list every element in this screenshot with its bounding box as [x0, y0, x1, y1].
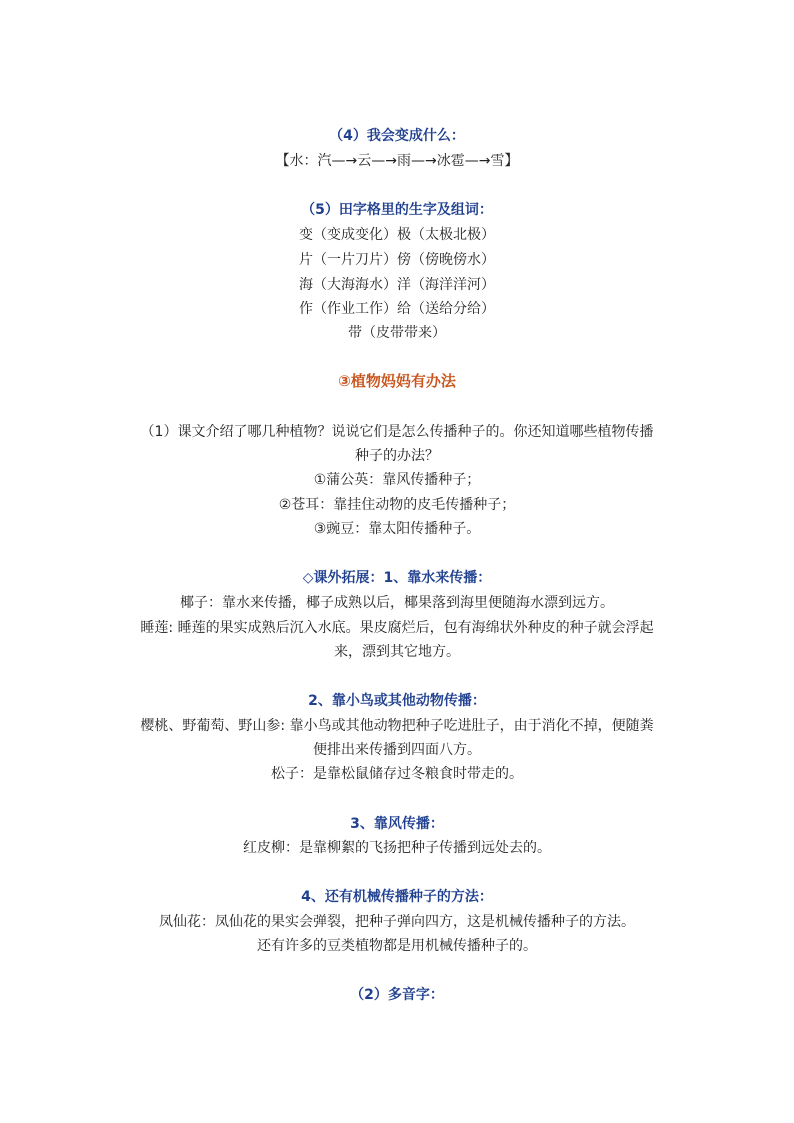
extension-line: 椰子：靠水来传播，椰子成熟以后，椰果落到海里便随海水漂到远方。 [180, 595, 614, 611]
extension-heading-2: 2、靠小鸟或其他动物传播： [308, 693, 486, 709]
word-line: 带（皮带带来） [348, 325, 446, 341]
section-5-heading: （5）田字格里的生字及组词： [301, 202, 493, 218]
polyphone-heading: （2）多音字： [350, 987, 444, 1003]
extension-heading: ◇课外拓展：1、靠水来传播： [302, 570, 492, 586]
water-cycle-chain: 【水：汽—→云—→雨—→冰雹—→雪】 [275, 153, 519, 169]
answer-item: ①蒲公英：靠风传播种子； [313, 472, 481, 488]
extension-line: 还有许多的豆类植物都是用机械传播种子的。 [257, 938, 537, 954]
extension-line: 便排出来传播到四面八方。 [313, 742, 481, 758]
question-line: （1）课文介绍了哪几种植物？说说它们是怎么传播种子的。你还知道哪些植物传播 [140, 424, 654, 440]
word-line: 片（一片刀片）傍（傍晚傍水） [299, 252, 495, 268]
lesson-title: ③植物妈妈有办法 [338, 372, 456, 390]
extension-line: 红皮柳：是靠柳絮的飞扬把种子传播到远处去的。 [243, 840, 551, 856]
extension-line: 凤仙花：凤仙花的果实会弹裂，把种子弹向四方，这是机械传播种子的方法。 [159, 914, 635, 930]
word-line: 作（作业工作）给（送给分给） [299, 301, 495, 317]
extension-line: 睡莲: 睡莲的果实成熟后沉入水底。果皮腐烂后，包有海绵状外种皮的种子就会浮起 [140, 620, 654, 636]
answer-item: ②苍耳：靠挂住动物的皮毛传播种子； [278, 497, 516, 513]
extension-heading-4: 4、还有机械传播种子的方法： [301, 889, 493, 905]
extension-line: 来，漂到其它地方。 [334, 644, 460, 660]
extension-heading-3: 3、靠风传播： [350, 816, 444, 832]
extension-line: 樱桃、野葡萄、野山参: 靠小鸟或其他动物把种子吃进肚子，由于消化不掉，便随粪 [140, 718, 654, 734]
word-line: 海（大海海水）洋（海洋洋河） [299, 277, 495, 293]
section-4-heading: （4）我会变成什么： [329, 128, 465, 144]
extension-line: 松子：是靠松鼠储存过冬粮食时带走的。 [271, 766, 523, 782]
question-line: 种子的办法？ [355, 448, 439, 464]
word-line: 变（变成变化）极（太极北极） [299, 227, 495, 243]
answer-item: ③豌豆：靠太阳传播种子。 [313, 521, 481, 537]
